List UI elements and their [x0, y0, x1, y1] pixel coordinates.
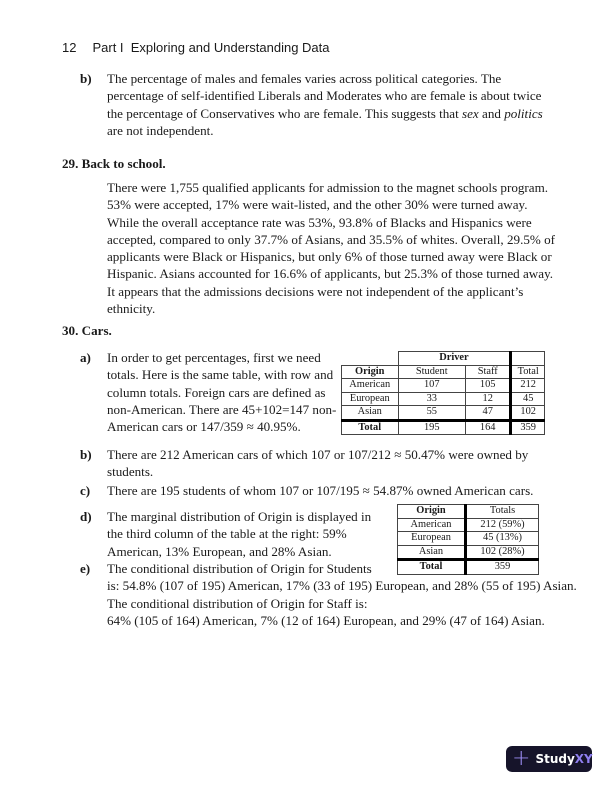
part-text: The marginal distribution of Origin is displayed in the third column of the table at the right: 59% American, 13% European, and 28% Asian. [107, 509, 372, 559]
column-header: Origin [398, 505, 466, 519]
table-row: Asian 55 47 102 [342, 406, 545, 421]
problem-30-part-b [80, 446, 560, 481]
column-header: Total [511, 365, 545, 379]
table-row: European 45 (13%) [398, 532, 539, 546]
part-text: The percentage of males and females varies across political categories. The percentage of self-identified Liberals and Moderates who are female is about twice the percentage of Conservatives who are female. This suggests that sex and politics are not independent. [107, 71, 543, 138]
studyxy-badge[interactable] [506, 746, 592, 772]
problem-30-part-e [80, 560, 580, 629]
column-header: Student [398, 365, 466, 379]
part-text: In order to get percentages, first we need totals. Here is the same table, with row and column totals. Foreign cars are defined as non-American. There are 45+102=147 non-American cars or 147/359 ≈ 40.95%. [107, 350, 337, 435]
part-label: a) [80, 350, 91, 365]
cars-table [341, 351, 545, 435]
problem-29-heading: 29. Back to school. [62, 156, 166, 171]
part-text: There are 195 students of whom 107 or 107/195 ≈ 54.87% owned American cars. [107, 483, 534, 498]
total-row: Total 195 164 359 [342, 420, 545, 435]
driver-group-header: Driver [398, 352, 511, 366]
part-label: e) [80, 561, 91, 576]
page-header [62, 40, 330, 55]
table-row: European 33 12 45 [342, 392, 545, 406]
plus-icon: + [512, 746, 531, 771]
problem-30-heading: 30. Cars. [62, 323, 112, 338]
part-label: b) [80, 447, 92, 462]
page-number: 12 [62, 40, 77, 55]
prev-part-b [80, 70, 550, 139]
problem-30-part-c [80, 482, 580, 499]
running-title: Part I Exploring and Understanding Data [92, 40, 330, 55]
column-header: Staff [466, 365, 511, 379]
column-header: Totals [466, 505, 539, 519]
part-text: There are 212 American cars of which 107 or 107/212 ≈ 50.47% were owned by students. [107, 447, 529, 480]
problem-30-part-d [80, 508, 390, 560]
problem-30-part-a [80, 349, 340, 435]
total-row: Total 359 [398, 560, 539, 575]
column-header: Origin [342, 365, 399, 379]
part-label: b) [80, 71, 92, 86]
table-row: Asian 102 (28%) [398, 545, 539, 560]
part-label: d) [80, 509, 92, 524]
brand-name: StudyXY [535, 752, 593, 766]
table-row: American 212 (59%) [398, 518, 539, 532]
part-label: c) [80, 483, 91, 498]
table-row: American 107 105 212 [342, 379, 545, 393]
problem-29-text: There were 1,755 qualified applicants for admission to the magnet schools program. 53% were accepted, 17% were wait-listed, and the other 30% were turned away. While the overall acceptance rate was 53%, 93.8% of Blacks and Hispanics were accepted, compared to only 37.7% of Asians, and 35.5% of whites. Overall, 29.5% of applicants were Black or Hispanics, but only 6% of those turned away were Black or Hispanic. Asians accounted for 16.6% of applicants, but 25.3% of those turned away. It appears that the admissions decisions were not independent of the applicant’s ethnicity. [107, 180, 555, 317]
part-text: The conditional distribution of Origin for Students is: 54.8% (107 of 195) American, 17% (33 of 195) European, and 28% (55 of 195) Asian. The conditional distribution of Origin for Staff is: 64% (105 of 164) American, 7% (12 of 164) European, and 29% (47 of 164) Asian. [107, 561, 577, 628]
